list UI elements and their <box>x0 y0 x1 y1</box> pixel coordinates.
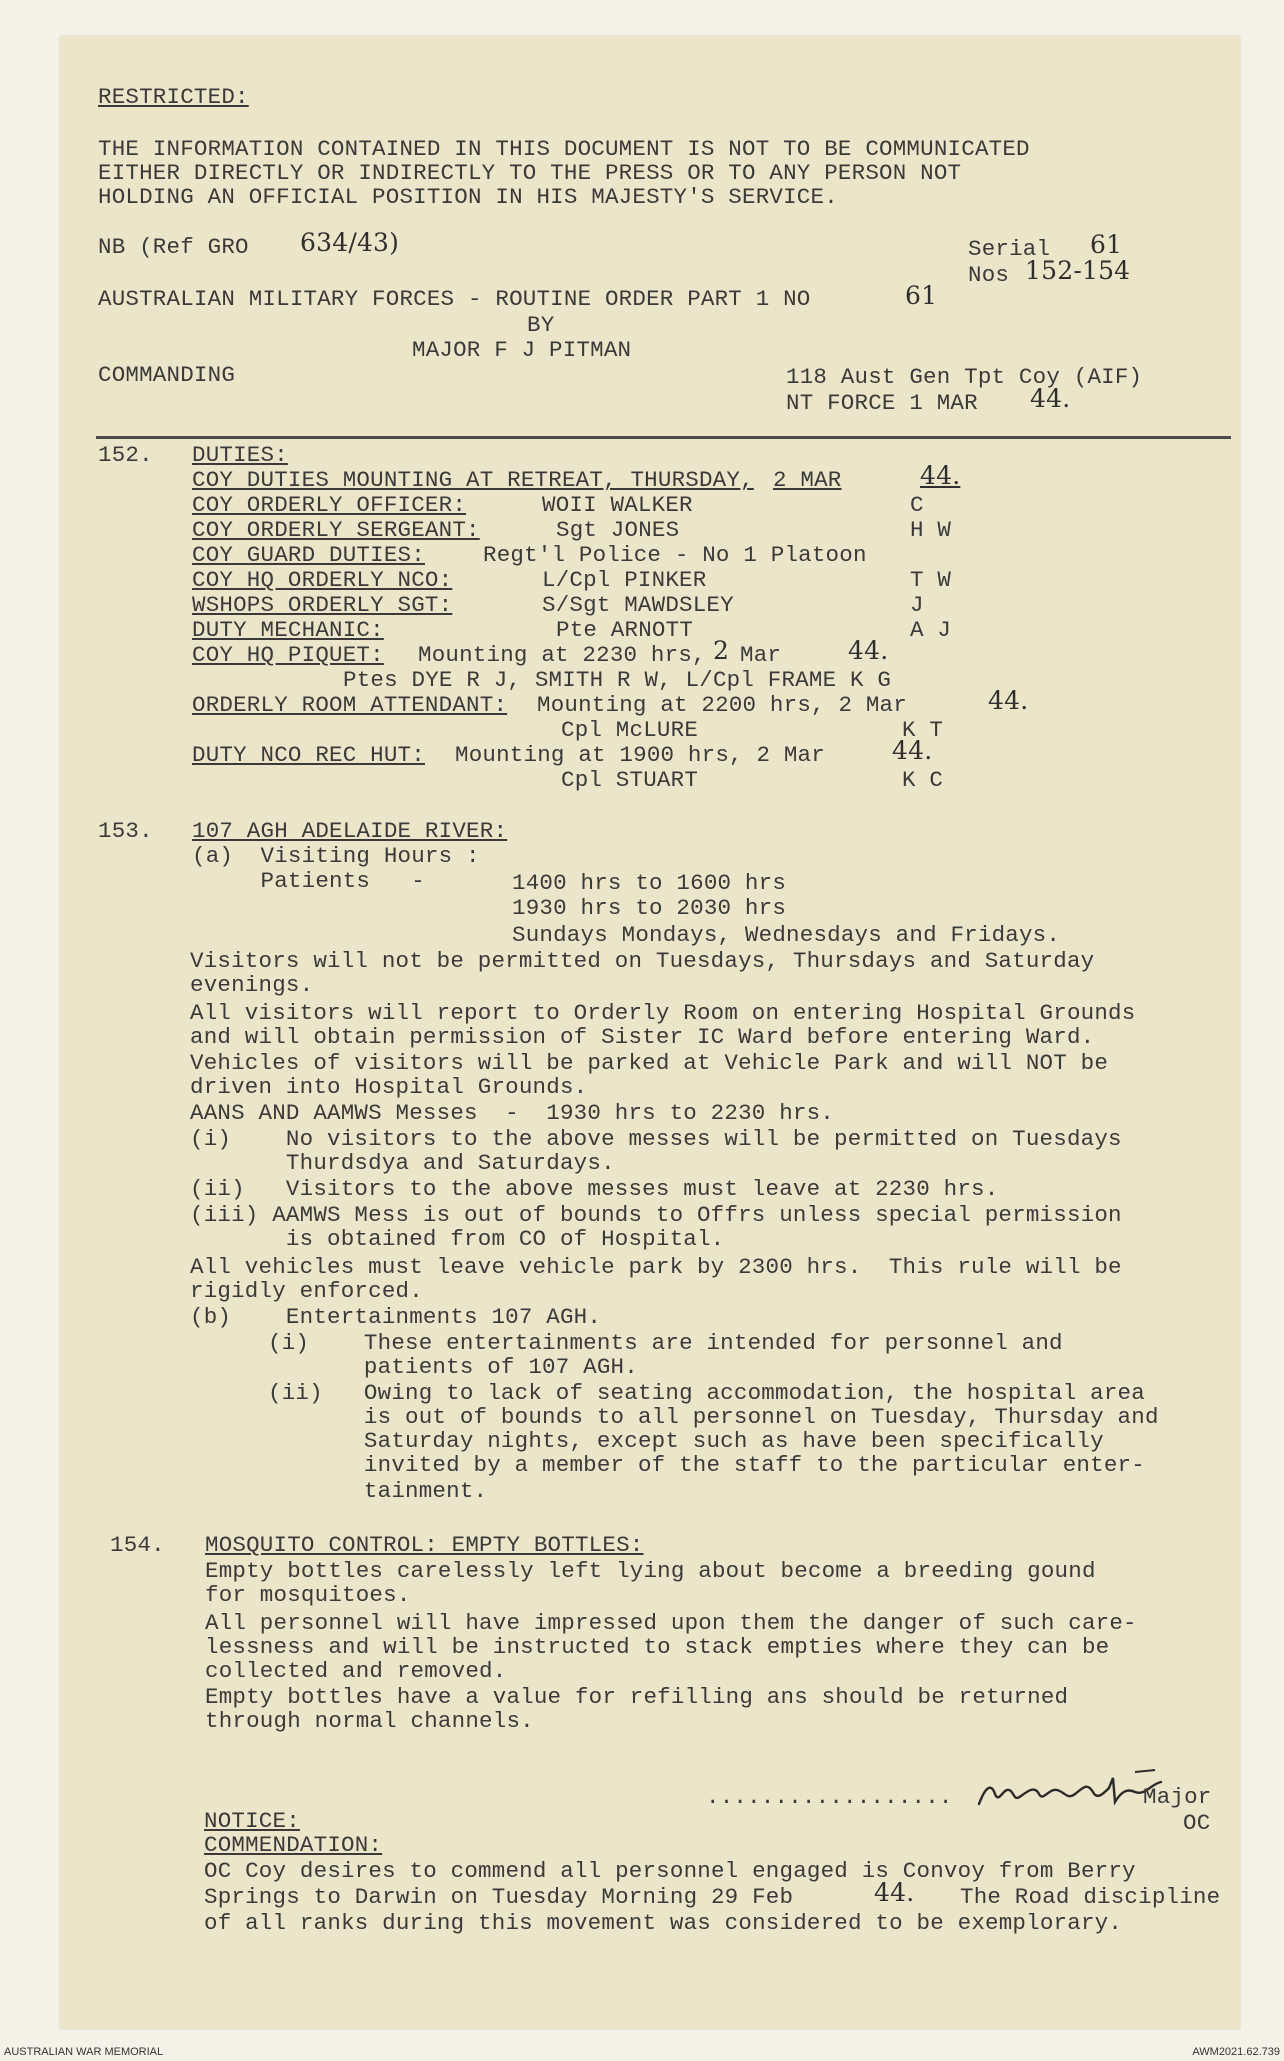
by-label: BY <box>527 312 555 338</box>
duty-label-6: DUTY MECHANIC: <box>192 617 384 643</box>
section-152-number: 152. <box>98 442 153 468</box>
s153-line: rigidly enforced. <box>190 1278 423 1304</box>
s153-line: Thurdsdya and Saturdays. <box>190 1150 615 1176</box>
commendation-subtitle: COMMENDATION: <box>204 1832 383 1858</box>
duty-name-4: L/Cpl PINKER <box>542 567 707 593</box>
s153-line: (ii) Owing to lack of seating accommodation, the hospital area <box>268 1380 1145 1406</box>
s153-line: (ii) Visitors to the above messes must leave at 2230 hrs. <box>190 1176 999 1202</box>
signature-rank: Major <box>1143 1784 1212 1810</box>
header-divider <box>96 436 1231 439</box>
piquet-date: 2 <box>713 636 730 665</box>
duty-init-2: H W <box>910 517 952 543</box>
piquet-text: Mounting at 2230 hrs, <box>418 642 706 668</box>
force-date: NT FORCE 1 MAR <box>786 390 978 416</box>
duty-init-4: T W <box>910 567 952 593</box>
s153-line: AANS AND AAMWS Messes - 1930 hrs to 2230 hrs. <box>190 1100 835 1126</box>
piquet-year: 44. <box>848 636 889 665</box>
major-name: MAJOR F J PITMAN <box>412 337 632 363</box>
commendation-line-1: OC Coy desires to commend all personnel engaged is Convoy from Berry <box>204 1858 1136 1884</box>
nco-init: K C <box>902 767 944 793</box>
signature-oc: OC <box>1183 1810 1211 1836</box>
serial-number: 61 <box>1090 230 1123 259</box>
nco-label: DUTY NCO REC HUT: <box>192 742 425 768</box>
archive-reference: AWM2021.62.739 <box>1192 2046 1280 2058</box>
order-title: AUSTRALIAN MILITARY FORCES - ROUTINE ORDER PART 1 NO <box>98 286 811 312</box>
s153-line: Patients - <box>192 868 425 894</box>
s153-line: invited by a member of the staff to the particular enter- <box>268 1452 1145 1478</box>
commendation-year: 44. <box>874 1878 915 1907</box>
s153-line: (b) Entertainments 107 AGH. <box>190 1304 602 1330</box>
duty-name-3: Regt'l Police - No 1 Platoon <box>483 542 867 568</box>
ora-name: Cpl McLURE <box>561 717 699 743</box>
ora-text: Mounting at 2200 hrs, 2 Mar <box>537 692 907 718</box>
section-154-title: MOSQUITO CONTROL: EMPTY BOTTLES: <box>205 1532 644 1558</box>
s153-line: 1930 hrs to 2030 hrs <box>512 895 787 921</box>
ora-year: 44. <box>988 686 1029 715</box>
s153-line: (iii) AAMWS Mess is out of bounds to Offrs unless special permission <box>190 1202 1122 1228</box>
nos-label: Nos <box>968 262 1010 288</box>
s153-line: patients of 107 AGH. <box>268 1354 638 1380</box>
s153-line: evenings. <box>190 972 314 998</box>
section-152-title: DUTIES: <box>192 442 288 468</box>
nb-ref-number: 634/43) <box>300 228 400 257</box>
s153-line: All vehicles must leave vehicle park by 2300 hrs. This rule will be <box>190 1254 1122 1280</box>
s153-line: (i) These entertainments are intended for personnel and <box>268 1330 1063 1356</box>
nco-text: Mounting at 1900 hrs, 2 Mar <box>455 742 825 768</box>
s154-line: Empty bottles carelessly left lying about become a breeding gound <box>205 1558 1096 1584</box>
s154-line: through normal channels. <box>205 1708 534 1734</box>
duty-label-5: WSHOPS ORDERLY SGT: <box>192 592 453 618</box>
s154-line: lessness and will be instructed to stack empties where they can be <box>205 1634 1110 1660</box>
s153-line: (i) No visitors to the above messes will be permitted on Tuesdays <box>190 1126 1122 1152</box>
notice-title: NOTICE: <box>204 1808 300 1834</box>
duty-name-6: Pte ARNOTT <box>556 617 694 643</box>
s154-line: Empty bottles have a value for refilling ans should be returned <box>205 1684 1069 1710</box>
s153-line: Saturday nights, except such as have been specifically <box>268 1428 1104 1454</box>
nco-year: 44. <box>892 736 933 765</box>
nco-name: Cpl STUART <box>561 767 699 793</box>
notice-line-2: EITHER DIRECTLY OR INDIRECTLY TO THE PRESS OR TO ANY PERSON NOT <box>98 160 962 186</box>
force-year: 44. <box>1030 384 1071 413</box>
notice-line-1: THE INFORMATION CONTAINED IN THIS DOCUMENT IS NOT TO BE COMMUNICATED <box>98 136 1030 162</box>
duty-label-1: COY ORDERLY OFFICER: <box>192 492 467 518</box>
section-153-number: 153. <box>98 818 153 844</box>
s153-line: 1400 hrs to 1600 hrs <box>512 870 787 896</box>
s153-line: and will obtain permission of Sister IC Ward before entering Ward. <box>190 1024 1095 1050</box>
archive-label: AUSTRALIAN WAR MEMORIAL <box>4 2046 164 2058</box>
s153-line: driven into Hospital Grounds. <box>190 1074 588 1100</box>
commendation-line-2b: The Road discipline <box>960 1884 1221 1910</box>
s154-line: for mosquitoes. <box>205 1582 411 1608</box>
commendation-line-2: Springs to Darwin on Tuesday Morning 29 Feb <box>204 1884 794 1910</box>
mounting-heading: COY DUTIES MOUNTING AT RETREAT, THURSDAY, <box>192 467 754 493</box>
mounting-date: 2 MAR <box>773 467 842 493</box>
duty-name-1: WOII WALKER <box>542 492 693 518</box>
piquet-month: Mar <box>740 642 782 668</box>
ora-init: K T <box>902 717 944 743</box>
nb-ref: NB (Ref GRO <box>98 234 249 260</box>
unit-name: 118 Aust Gen Tpt Coy (AIF) <box>786 364 1143 390</box>
duty-label-4: COY HQ ORDERLY NCO: <box>192 567 453 593</box>
s154-line: All personnel will have impressed upon them the danger of such care- <box>205 1610 1137 1636</box>
piquet-ptes: Ptes DYE R J, SMITH R W, L/Cpl FRAME K G <box>343 667 892 693</box>
duty-label-3: COY GUARD DUTIES: <box>192 542 425 568</box>
nos-range: 152-154 <box>1025 256 1131 285</box>
duty-init-6: A J <box>910 617 952 643</box>
duty-init-5: J <box>910 592 924 618</box>
commendation-line-3: of all ranks during this movement was considered to be exemplorary. <box>204 1910 1123 1936</box>
commanding-label: COMMANDING <box>98 362 236 388</box>
duty-label-2: COY ORDERLY SERGEANT: <box>192 517 480 543</box>
s153-line: All visitors will report to Orderly Room on entering Hospital Grounds <box>190 1000 1136 1026</box>
duty-name-5: S/Sgt MAWDSLEY <box>542 592 734 618</box>
section-154-number: 154. <box>110 1532 165 1558</box>
piquet-label: COY HQ PIQUET: <box>192 642 384 668</box>
duty-name-2: Sgt JONES <box>556 517 680 543</box>
s153-line: Sundays Mondays, Wednesdays and Fridays. <box>512 922 1061 948</box>
order-number: 61 <box>905 281 938 310</box>
s153-line: Vehicles of visitors will be parked at Vehicle Park and will NOT be <box>190 1050 1109 1076</box>
duty-init-1: C <box>910 492 924 518</box>
restricted-heading: RESTRICTED: <box>98 84 249 110</box>
s153-line: tainment. <box>268 1478 488 1504</box>
section-153-title: 107 AGH ADELAIDE RIVER: <box>192 818 508 844</box>
mounting-year: 44. <box>920 461 961 490</box>
s153-line: is out of bounds to all personnel on Tuesday, Thursday and <box>268 1404 1159 1430</box>
ora-label: ORDERLY ROOM ATTENDANT: <box>192 692 508 718</box>
s153-line: Visitors will not be permitted on Tuesdays, Thursdays and Saturday <box>190 948 1095 974</box>
serial-label: Serial <box>968 236 1051 262</box>
s153-line: (a) Visiting Hours : <box>192 843 480 869</box>
s154-line: collected and removed. <box>205 1658 507 1684</box>
s153-line: is obtained from CO of Hospital. <box>190 1226 725 1252</box>
notice-line-3: HOLDING AN OFFICIAL POSITION IN HIS MAJESTY'S SERVICE. <box>98 184 838 210</box>
signature-dots: .................. <box>706 1784 953 1810</box>
